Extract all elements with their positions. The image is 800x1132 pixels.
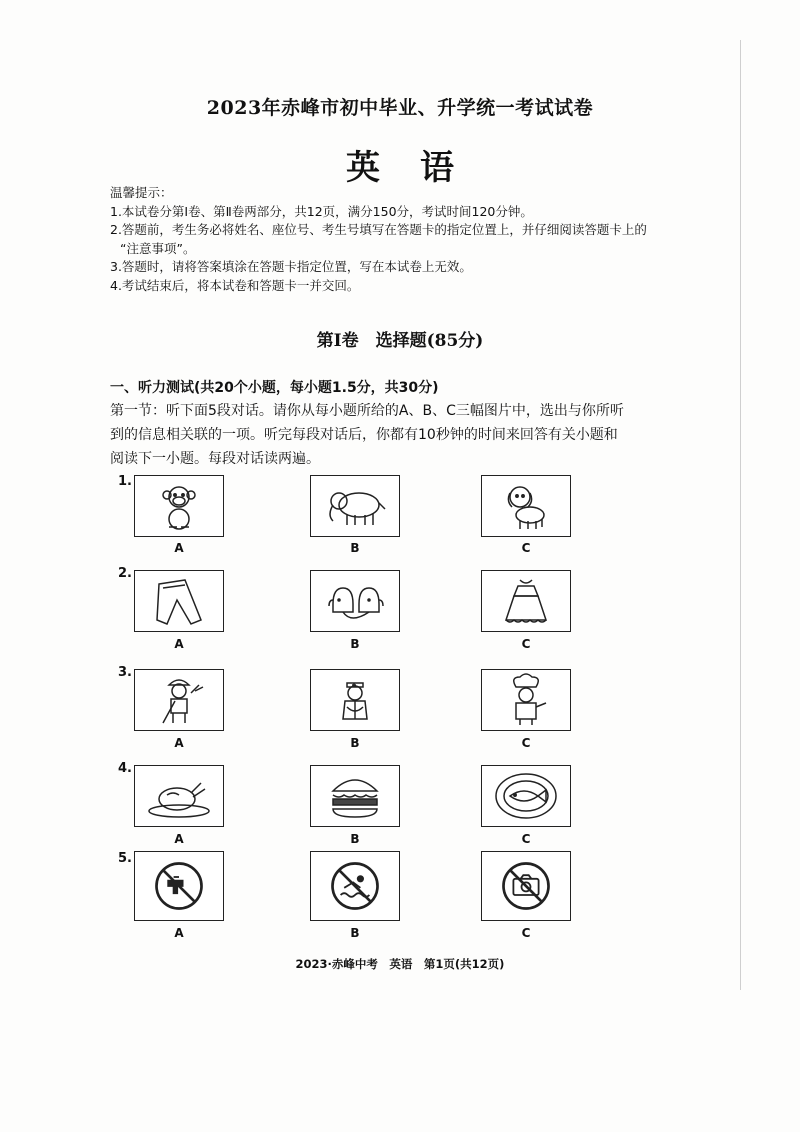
no-swimming-icon — [319, 859, 391, 913]
option-label: C — [521, 926, 531, 940]
skirt-icon — [490, 574, 562, 628]
option-label: A — [174, 637, 184, 651]
option-label: C — [521, 736, 531, 750]
option-picture[interactable] — [481, 765, 571, 827]
option-label: B — [350, 832, 360, 846]
section-heading: 第Ⅰ卷 选择题(85分) — [316, 331, 484, 351]
option-label: B — [350, 637, 360, 651]
note-item: 1.本试卷分第Ⅰ卷、第Ⅱ卷两部分，共12页，满分150分，考试时间120分钟。 — [110, 203, 533, 219]
exam-title: 2023年赤峰市初中毕业、升学统一考试试卷 — [206, 97, 594, 119]
question-number: 5. — [118, 851, 132, 866]
note-item: 4.考试结束后，将本试卷和答题卡一并交回。 — [110, 277, 360, 293]
mittens-icon — [319, 574, 391, 628]
option-picture[interactable] — [134, 475, 224, 537]
question-number: 1. — [118, 474, 132, 489]
option-picture[interactable] — [134, 669, 224, 731]
instruction-line: 第一节：听下面5段对话。请你从每小题所给的A、B、C三幅图片中，选出与你所听 — [110, 403, 624, 419]
option-label: A — [174, 926, 184, 940]
no-water-icon — [143, 859, 215, 913]
worker-icon — [143, 673, 215, 727]
option-picture[interactable] — [134, 851, 224, 921]
option-picture[interactable] — [134, 570, 224, 632]
instructions — [110, 399, 710, 471]
option-picture[interactable] — [310, 570, 400, 632]
subject-title: 英语 — [346, 148, 494, 188]
option-label: B — [350, 736, 360, 750]
instruction-line: 到的信息相关联的一项。听完每段对话后，你都有10秒钟的时间来回答有关小题和 — [110, 427, 618, 443]
option-label: B — [350, 926, 360, 940]
roast-chicken-icon — [143, 769, 215, 823]
notes-block — [110, 184, 710, 295]
option-picture[interactable] — [481, 475, 571, 537]
page-footer: 2023·赤峰中考 英语 第1页(共12页) — [295, 957, 505, 971]
question-number: 4. — [118, 761, 132, 776]
fish-plate-icon — [490, 769, 562, 823]
note-item: “注意事项”。 — [120, 240, 196, 256]
hamburger-icon — [319, 769, 391, 823]
option-picture[interactable] — [310, 669, 400, 731]
option-picture[interactable] — [310, 475, 400, 537]
question-number: 3. — [118, 665, 132, 680]
part-heading: 一、听力测试(共20个小题，每小题1.5分，共30分) — [110, 380, 439, 396]
question-number: 2. — [118, 566, 132, 581]
doctor-icon — [319, 673, 391, 727]
option-label: C — [521, 541, 531, 555]
option-label: A — [174, 541, 184, 555]
option-picture[interactable] — [481, 669, 571, 731]
option-picture[interactable] — [481, 851, 571, 921]
no-camera-icon — [490, 859, 562, 913]
option-label: C — [521, 832, 531, 846]
monkey-icon — [143, 479, 215, 533]
option-picture[interactable] — [310, 765, 400, 827]
elephant-icon — [319, 479, 391, 533]
option-label: A — [174, 832, 184, 846]
note-item: 3.答题时，请将答案填涂在答题卡指定位置，写在本试卷上无效。 — [110, 259, 472, 274]
option-picture[interactable] — [134, 765, 224, 827]
dog-icon — [490, 479, 562, 533]
cook-icon — [490, 673, 562, 727]
option-label: B — [350, 541, 360, 555]
instruction-line: 阅读下一小题。每段对话读两遍。 — [110, 451, 320, 467]
option-label: C — [521, 637, 531, 651]
option-picture[interactable] — [310, 851, 400, 921]
note-item: 2.答题前，考生务必将姓名、座位号、考生号填写在答题卡的指定位置上，并仔细阅读答题卡上的 — [110, 222, 647, 237]
trousers-icon — [143, 574, 215, 628]
option-label: A — [174, 736, 184, 750]
option-picture[interactable] — [481, 570, 571, 632]
notes-heading: 温馨提示： — [110, 185, 173, 200]
